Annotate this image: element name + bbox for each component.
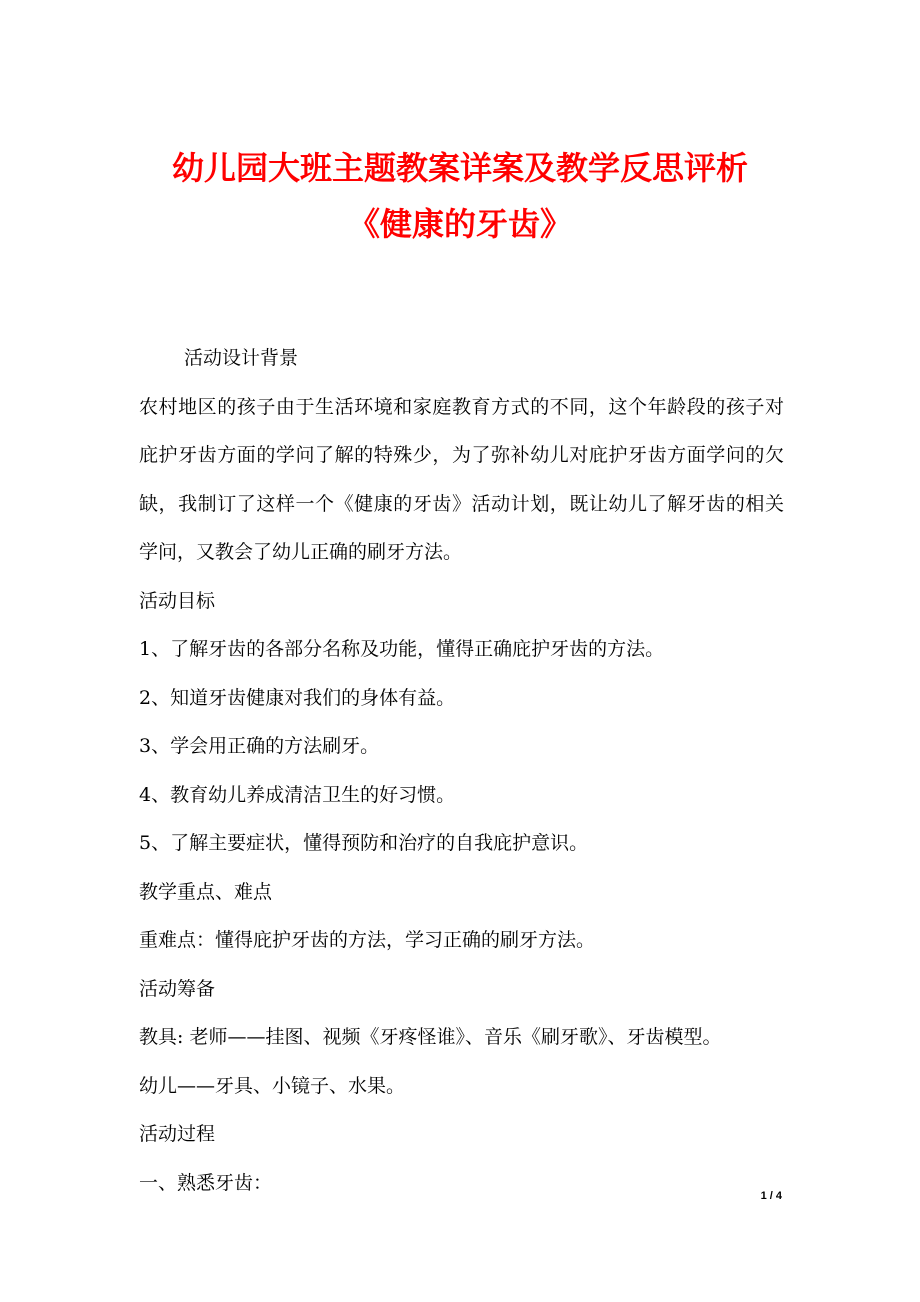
goal-item: 4、教育幼儿养成清洁卫生的好习惯。 xyxy=(139,783,456,806)
title-line-1: 幼儿园大班主题教案详案及教学反思评析 xyxy=(171,149,748,187)
prep-heading: 活动筹备 xyxy=(139,977,216,1000)
page-number: 1 / 4 xyxy=(760,1190,782,1202)
document-body xyxy=(139,334,784,1207)
title-line-2: 《健康的牙齿》 xyxy=(347,205,572,243)
background-paragraph: 农村地区的孩子由于生活环境和家庭教育方式的不同，这个年龄段的孩子对庇护牙齿方面的学问了解的特殊少，为了弥补幼儿对庇护牙齿方面学问的欠缺，我制订了这样一个《健康的牙齿》活动计划，既让幼儿了解牙齿的相关学问，又教会了幼儿正确的刷牙方法。 xyxy=(139,395,784,563)
goal-item: 5、了解主要症状，懂得预防和治疗的自我庇护意识。 xyxy=(139,832,589,854)
key-points-text: 重难点：懂得庇护牙齿的方法，学习正确的刷牙方法。 xyxy=(139,929,596,951)
prep-item: 幼儿——牙具、小镜子、水果。 xyxy=(139,1074,406,1097)
goals-heading: 活动目标 xyxy=(139,589,216,612)
document-title xyxy=(0,140,920,252)
process-heading: 活动过程 xyxy=(139,1123,216,1145)
process-step-1: 一、熟悉牙齿： xyxy=(139,1171,273,1194)
prep-item: 教具: 老师——挂图、视频《牙疼怪谁》、音乐《刷牙歌》、牙齿模型。 xyxy=(139,1026,722,1048)
goal-item: 3、学会用正确的方法刷牙。 xyxy=(139,735,380,757)
goal-item: 1、了解牙齿的各部分名称及功能，懂得正确庇护牙齿的方法。 xyxy=(139,638,665,660)
background-heading: 活动设计背景 xyxy=(184,347,299,369)
goal-item: 2、知道牙齿健康对我们的身体有益。 xyxy=(139,686,456,709)
key-points-heading: 教学重点、难点 xyxy=(139,880,273,903)
